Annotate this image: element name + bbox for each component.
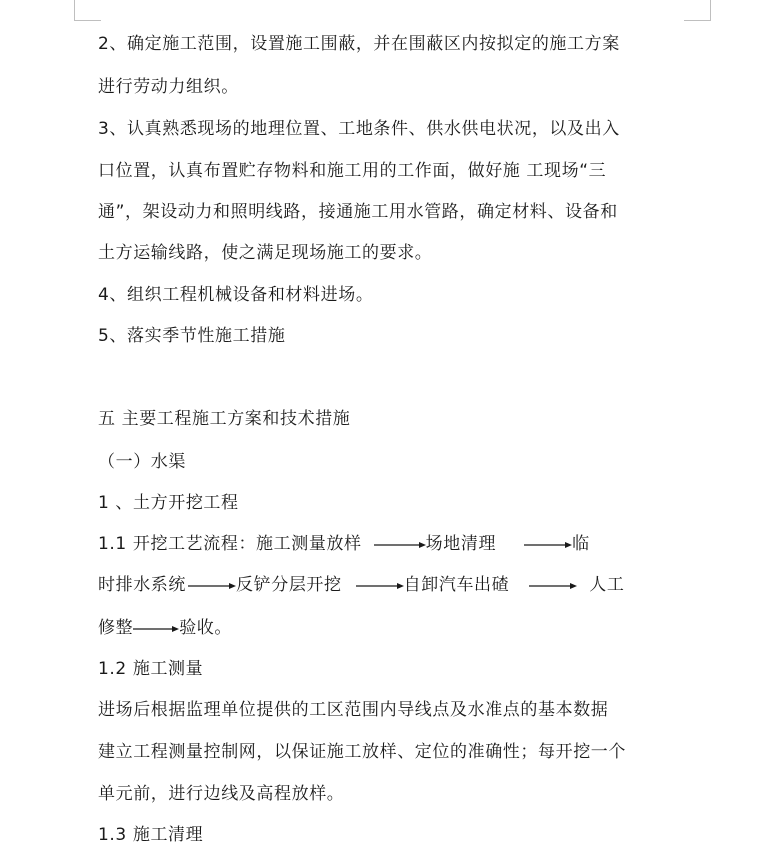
- flow-line2: [98, 574, 624, 596]
- flow-step-temp-drainage-part1: 临: [572, 534, 590, 554]
- section-1-3-title: 1.3 施工清理: [98, 825, 204, 845]
- flow-arrow-icon: [524, 533, 572, 555]
- flow-label: 1.1 开挖工艺流程：: [98, 534, 257, 554]
- flow-step-temp-drainage-part2: 时排水系统: [98, 575, 186, 595]
- flow-step-dump-truck: 自卸汽车出碴: [403, 575, 510, 595]
- flow-arrow-icon: [133, 617, 179, 639]
- section-1-2-line2: 建立工程测量控制网，以保证施工放样、定位的准确性；每开挖一个: [98, 742, 626, 762]
- para3-line2: 口位置，认真布置贮存物料和施工用的工作面，做好施 工现场“三: [98, 161, 607, 181]
- flow-step-clearing: 场地清理: [425, 534, 497, 554]
- flow-line3: [98, 617, 232, 639]
- flow-arrow-icon: [529, 574, 577, 596]
- para3-line3: 通”，架设动力和照明线路，接通施工用水管路，确定材料、设备和: [98, 202, 618, 222]
- para3-line1: 3、认真熟悉现场的地理位置、工地条件、供水供电状况，以及出入: [98, 119, 620, 139]
- section-1-2-line3: 单元前，进行边线及高程放样。: [98, 784, 345, 804]
- section-heading-5: 五 主要工程施工方案和技术措施: [98, 409, 351, 429]
- flow-arrow-icon: [374, 533, 426, 555]
- section-1-2-line1: 进场后根据监理单位提供的工区范围内导线点及水准点的基本数据: [98, 700, 609, 720]
- para5: 5、落实季节性施工措施: [98, 326, 286, 346]
- crop-mark-left: [74, 0, 101, 21]
- flow-step-acceptance: 验收。: [179, 618, 233, 638]
- crop-mark-right: [684, 0, 711, 21]
- flow-step-manual-part1: 人工: [589, 575, 625, 595]
- flow-line1: [98, 533, 590, 555]
- para2-line2: 进行劳动力组织。: [98, 77, 239, 97]
- section-1-2-title: 1.2 施工测量: [98, 659, 204, 679]
- para3-line4: 土方运输线路，使之满足现场施工的要求。: [98, 243, 433, 263]
- flow-arrow-icon: [188, 574, 236, 596]
- para2-line1: 2、确定施工范围，设置施工围蔽，并在围蔽区内按拟定的施工方案: [98, 34, 620, 54]
- flow-step-survey: 施工测量放样: [256, 534, 362, 554]
- flow-step-excavation: 反铲分层开挖: [236, 575, 342, 595]
- item-earthwork: 1 、土方开挖工程: [98, 493, 239, 513]
- para4: 4、组织工程机械设备和材料进场。: [98, 285, 374, 305]
- flow-arrow-icon: [356, 574, 404, 596]
- flow-step-manual-part2: 修整: [98, 618, 134, 638]
- subsection-water-channel: （一）水渠: [98, 452, 186, 472]
